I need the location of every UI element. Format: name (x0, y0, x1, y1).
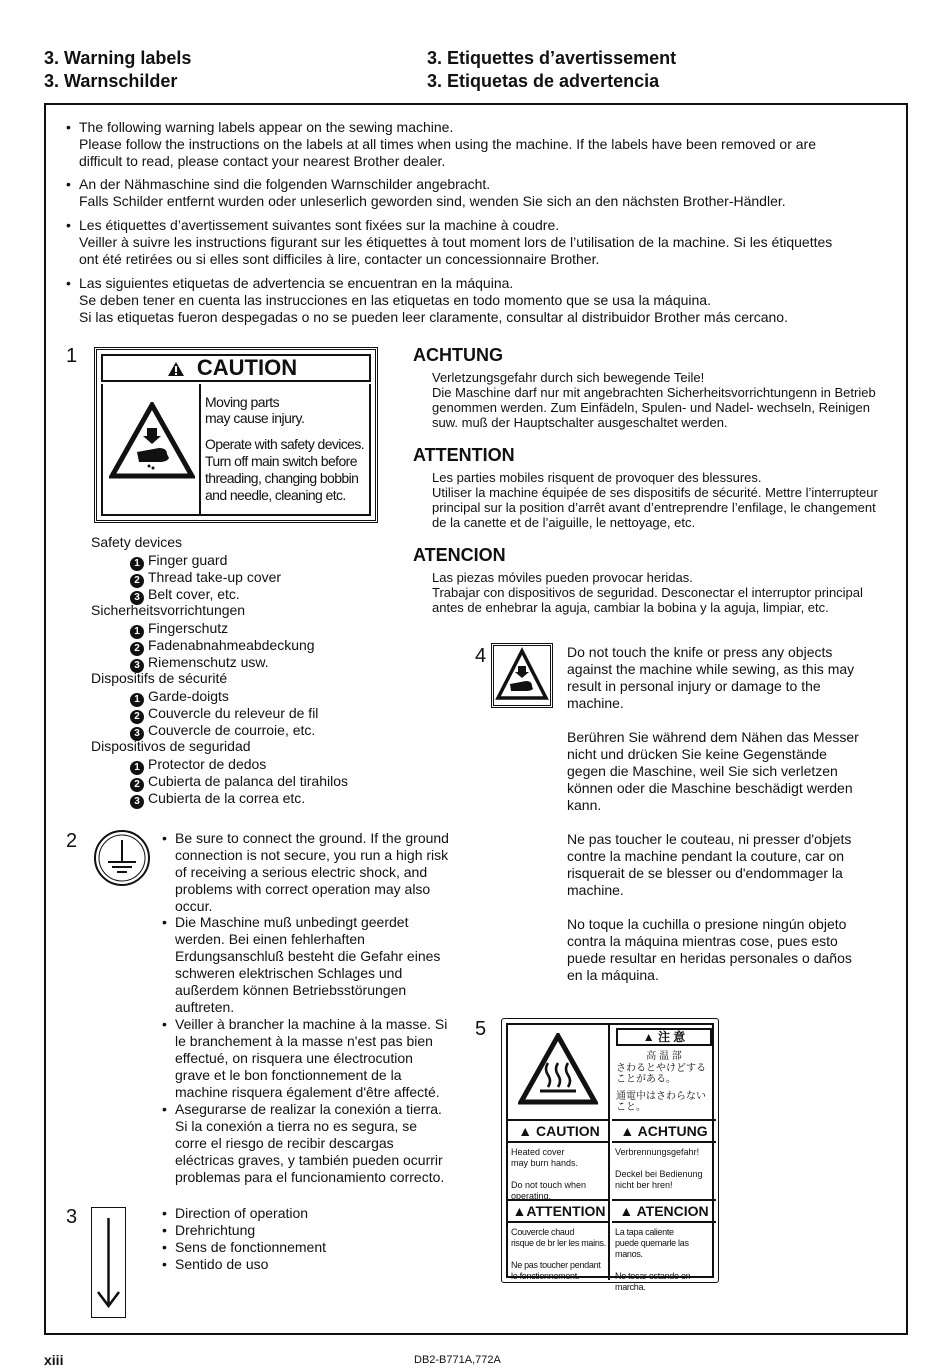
section-number-4: 4 (475, 645, 487, 667)
caution-label-text2: Operate with safety devices. Turn off main switch before threading, changing bobbin and needle, cleaning etc. (205, 436, 365, 503)
heat-pictogram (508, 1025, 610, 1121)
attention-body: Les parties mobiles risquent de provoquer des blessures. Utiliser la machine équipée de ses dispositifs de sécurité. Mettre l’interrupteur principal sur la position d’arrêt avant d’entreprendre l’enfilage, le changement de la canette et de l’aiguille, le nettoyage, etc. (432, 470, 878, 530)
safety-item: 2 Fadenabnahmeabdeckung (130, 637, 315, 656)
hand-injury-icon (109, 402, 195, 480)
safety-item: 3 Belt cover, etc. (130, 586, 240, 605)
safety-item: 1 Fingerschutz (130, 620, 228, 639)
japanese-text3: 通電中はさわらない こと。 (616, 1091, 706, 1113)
intro-es: • Las siguientes etiquetas de advertencia se encuentran en la máquina. Se deben tener en cuenta las instrucciones en las etiquetas en todo momento que se usa la máquina. Si las etiquetas fueron despegadas o no se pueden leer claramente, consultar al distribuidor Brother más cercano. (66, 275, 788, 325)
caution-label (94, 347, 378, 523)
safety-heading-fr: Dispositifs de sécurité (91, 670, 228, 686)
section4-text-fr: Ne pas toucher le couteau, ni presser d'objets contre la machine pendant la couture, car on risquerait de se blesser ou d'endommager la machine. (567, 831, 852, 898)
achtung-heading: ACHTUNG (413, 345, 503, 365)
attention-cell-heading: ▲ATTENTION (508, 1201, 610, 1223)
atencion-cell-heading: ▲ ATENCION (612, 1201, 716, 1223)
achtung-cell (612, 1121, 716, 1201)
safety-item: 1 Garde-doigts (130, 688, 229, 707)
ground-symbol-icon (92, 828, 152, 888)
arrow-down-icon (92, 1208, 125, 1317)
section4-text-en: Do not touch the knife or press any objects against the machine while sewing, as this may result in personal injury or damage to the machine. (567, 644, 855, 711)
safety-item: 3 Cubierta de la correa etc. (130, 790, 305, 809)
atencion-cell (612, 1201, 716, 1292)
ground-text-fr: • Veiller à brancher la machine à la masse. Si le branchement à la masse n'est pas bien effectué, on risquera une électrocution grave et le bon fonctionnement de la machine risquera également d'être affecté. (162, 1016, 448, 1100)
safety-heading-es: Dispositivos de seguridad (91, 738, 251, 754)
direction-text-de: • Drehrichtung (162, 1222, 256, 1238)
heading-de: 3. Warnschilder (44, 71, 178, 91)
section-number-5: 5 (475, 1018, 487, 1040)
safety-heading-de: Sicherheitsvorrichtungen (91, 602, 246, 618)
caution-label-title: CAUTION (101, 354, 371, 382)
section4-text-de: Berühren Sie während dem Nähen das Messer nicht und drücken Sie keine Gegenstände gegen die Maschine, weil Sie sich verletzen können oder die Maschine beschädigt werden kann. (567, 729, 859, 813)
heading-en: 3. Warning labels (44, 48, 192, 68)
knife-warning-label (491, 643, 553, 708)
warning-triangle-icon: ▲ (518, 1123, 533, 1139)
safety-item: 1 Protector de dedos (130, 756, 266, 775)
ground-text-en: • Be sure to connect the ground. If the ground connection is not secure, you run a high risk of receiving a serious electric shock, and problems with correct operation may also occur. (162, 830, 449, 914)
attention-cell (508, 1201, 610, 1280)
hot-surface-label (501, 1018, 719, 1292)
safety-item: 3 Couvercle de courroie, etc. (130, 722, 315, 741)
safety-item: 2 Thread take-up cover (130, 569, 281, 588)
warning-triangle-icon: ▲ (512, 1203, 527, 1219)
safety-heading-en: Safety devices (91, 534, 183, 550)
heading-es: 3. Etiquetas de advertencia (427, 71, 660, 91)
achtung-cell-heading: ▲ ACHTUNG (612, 1121, 716, 1143)
section4-text-es: No toque la cuchilla o presione ningún objeto contra la máquina mientras cose, pues esto puede resultar en heridas personales o daños en la máquina. (567, 916, 852, 983)
section-number-1: 1 (66, 345, 78, 367)
intro-fr: • Les étiquettes d’avertissement suivantes sont fixées sur la machine à coudre. Veiller à suivre les instructions figurant sur les étiquettes à tout moment lors de l’utilisation de la machine. Si les étiquettes ont été retirées ou si elles sont difficiles à lire, contacter un concessionnaire Brother. (66, 217, 833, 267)
ground-text-es: • Asegurarse de realizar la conexión a tierra. Si la conexión a tierra no es segura, se corre el riesgo de recibir descargas eléctricas graves, y también pueden ocurrir problemas para el funcionamiento correcto. (162, 1101, 445, 1185)
direction-text-en: • Direction of operation (162, 1205, 309, 1221)
caution-cell-text: Heated cover may burn hands. Do not touch when operating. (511, 1147, 587, 1201)
intro-de: • An der Nähmaschine sind die folgenden Warnschilder angebracht. Falls Schilder entfernt wurden oder unleserlich geworden sind, wenden Sie sich an den nächsten Brother-Händler. (66, 176, 786, 209)
section-number-3: 3 (66, 1206, 78, 1228)
safety-item: 3 Riemenschutz usw. (130, 654, 269, 673)
warning-triangle-icon: ▲ (620, 1123, 635, 1139)
caution-cell (508, 1121, 610, 1201)
safety-item: 1 Finger guard (130, 552, 227, 571)
warning-triangle-icon: ▲ (642, 1030, 655, 1044)
direction-label (91, 1207, 126, 1318)
caution-label-body (201, 384, 371, 516)
japanese-warning-title: ▲ 注 意 (616, 1028, 712, 1046)
hand-injury-icon (494, 646, 550, 705)
warning-triangle-icon: ▲ (619, 1203, 634, 1219)
hot-surface-icon (518, 1033, 598, 1105)
japanese-text1: 高 温 部 (646, 1051, 682, 1062)
warning-triangle-icon (167, 361, 185, 377)
caution-pictogram (101, 384, 201, 516)
page-number: xiii (44, 1352, 64, 1368)
atencion-body: Las piezas móviles pueden provocar heridas. Trabajar con dispositivos de seguridad. Desconectar el interruptor principal antes de enhebrar la aguja, cambiar la bobina y la aguja, limpiar, etc. (432, 570, 863, 615)
direction-text-fr: • Sens de fonctionnement (162, 1239, 326, 1255)
attention-cell-text: Couvercle chaud risque de br ler les mains. Ne pas toucher pendant le fonctionnement. (511, 1227, 606, 1281)
japanese-warning (612, 1025, 716, 1121)
safety-item: 2 Couvercle du releveur de fil (130, 705, 318, 724)
safety-item: 2 Cubierta de palanca del tirahilos (130, 773, 348, 792)
atencion-heading: ATENCION (413, 545, 506, 565)
caution-cell-heading: ▲ CAUTION (508, 1121, 610, 1143)
direction-text-es: • Sentido de uso (162, 1256, 269, 1272)
heading-fr: 3. Etiquettes d’avertissement (427, 48, 677, 68)
japanese-text2: さわるとやけどする ことがある。 (616, 1063, 706, 1085)
atencion-cell-text: La tapa caliente puede quemarle las manos. No tocar estando en marcha. (615, 1227, 691, 1292)
section-number-2: 2 (66, 830, 78, 852)
caution-label-text1: Moving parts may cause injury. (205, 394, 305, 426)
achtung-body: Verletzungsgefahr durch sich bewegende Teile! Die Maschine darf nur mit angebrachten Sicherheitsvorrichtungenn in Betrieb genommen werden. Zum Einfädeln, Spulen- und Nadel- wechseln, Reinigen suw. muß der Hauptschalter ausgeschaltet werden. (432, 370, 876, 430)
ground-text-de: • Die Maschine muß unbedingt geerdet werden. Bei einen fehlerhaften Erdungsanschluß besteht die Gefahr eines schweren elektrischen Schlages und außerdem können Betriebsstörungen auftreten. (162, 914, 441, 1015)
attention-heading: ATTENTION (413, 445, 515, 465)
intro-en: • The following warning labels appear on the sewing machine. Please follow the instructions on the labels at all times when using the machine. If the labels have been removed or are difficult to read, please contact your nearest Brother dealer. (66, 119, 816, 169)
hot-surface-label-inner (506, 1023, 714, 1292)
achtung-cell-text: Verbrennungsgefahr! Deckel bei Bedienung nicht ber hren! (615, 1147, 703, 1190)
model-number: DB2-B771A,772A (414, 1354, 501, 1366)
